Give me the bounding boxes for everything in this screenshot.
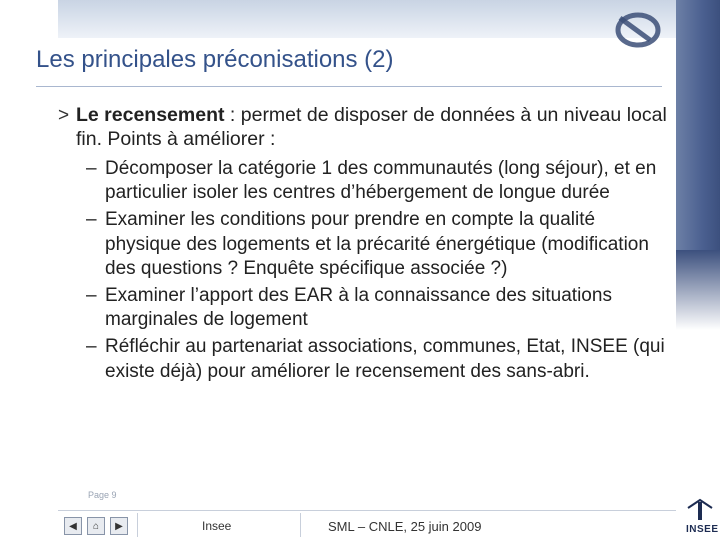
list-item [86,157,670,205]
main-bullet-text: : permet de disposer de données à un niveau local fin. Points à améliorer : [76,104,667,150]
list-item [86,335,670,383]
list-item-text: Réfléchir au partenariat associations, communes, Etat, INSEE (qui existe déjà) pour améliorer le recensement des sans-abri. [105,336,665,382]
next-slide-button[interactable] [110,517,128,535]
list-item-text: Décomposer la catégorie 1 des communautés (long séjour), et en particulier isoler les centres d’hébergement de longue durée [105,158,657,204]
bullet-arrow-icon: > [58,105,70,126]
prev-arrow-icon: ◀ [69,520,77,532]
side-accent-fade [676,250,720,330]
dash-marker: – [86,336,97,358]
next-arrow-icon: ▶ [115,520,123,532]
slide-navigation [64,517,128,535]
footer-separator [300,513,301,537]
page-number: Page 9 [88,490,117,500]
previous-slide-button[interactable] [64,517,82,535]
header-band [58,0,676,38]
footer-divider [58,510,676,511]
list-item [86,284,670,332]
home-icon: ⌂ [92,520,100,532]
main-bullet [58,103,670,151]
insee-swoosh-icon [606,4,666,54]
side-accent-bar [676,0,720,250]
footer-organization: Insee [202,519,232,533]
dash-marker: – [86,285,97,307]
insee-logo-text: INSEE [686,524,719,535]
slide-title: Les principales préconisations (2) [36,46,394,73]
list-item [86,208,670,281]
footer-event: SML – CNLE, 25 juin 2009 [328,519,482,534]
slide-body [58,103,670,387]
sub-bullet-list [86,157,670,384]
list-item-text: Examiner l’apport des EAR à la connaissance des situations marginales de logement [105,285,612,331]
list-item-text: Examiner les conditions pour prendre en compte la qualité physique des logements et la précarité énergétique (modification des questions ? Enquête spécifique associée ?) [105,209,649,279]
dash-marker: – [86,158,97,179]
home-button[interactable] [87,517,105,535]
title-divider [36,86,662,87]
footer-separator [137,513,138,537]
dash-marker: – [86,209,97,231]
main-bullet-bold: Le recensement [76,104,225,126]
